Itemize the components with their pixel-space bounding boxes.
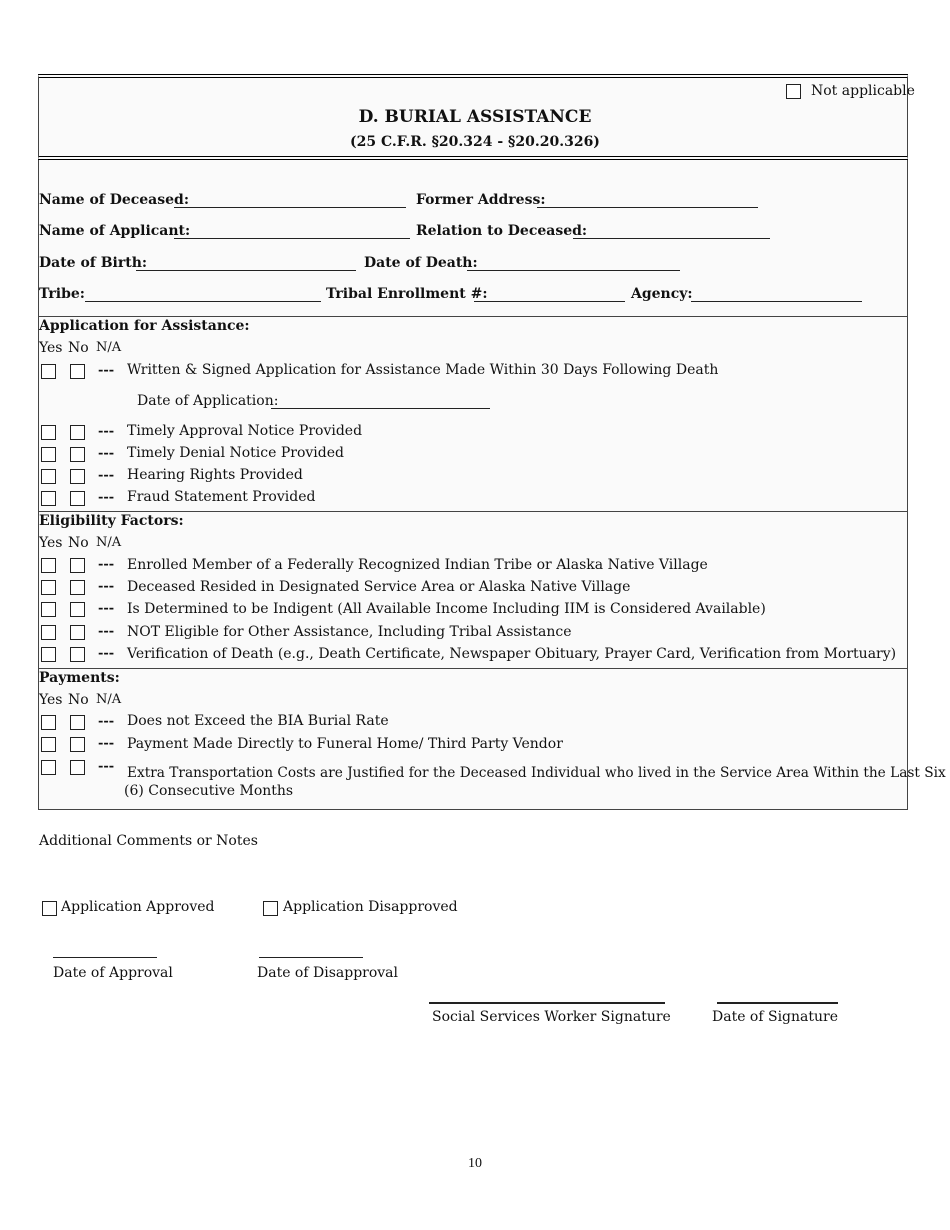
date-of-signature-label: Date of Signature bbox=[712, 1009, 839, 1025]
signature-label: Social Services Worker Signature bbox=[432, 1009, 671, 1025]
date-of-disapproval-field[interactable] bbox=[259, 957, 363, 958]
payments-item: Payment Made Directly to Funeral Home/ Third Party Vendor bbox=[127, 736, 563, 752]
eligibility-item: Enrolled Member of a Federally Recognized Indian Tribe or Alaska Native Village bbox=[127, 557, 708, 573]
name-of-deceased-field[interactable] bbox=[174, 207, 406, 208]
checkbox-yes[interactable] bbox=[41, 447, 56, 462]
application-disapproved-label: Application Disapproved bbox=[283, 899, 458, 915]
checkbox-no[interactable] bbox=[70, 558, 85, 573]
checkbox-yes[interactable] bbox=[41, 364, 56, 379]
col-no: No bbox=[68, 535, 89, 551]
former-address-label: Former Address: bbox=[416, 192, 546, 208]
col-no: No bbox=[68, 340, 89, 356]
checkbox-yes[interactable] bbox=[41, 602, 56, 617]
application-approved-checkbox[interactable] bbox=[42, 901, 57, 916]
checkbox-no[interactable] bbox=[70, 469, 85, 484]
tribe-field[interactable] bbox=[85, 301, 321, 302]
payments-item-extra-line2: (6) Consecutive Months bbox=[124, 783, 294, 799]
date-of-death-label: Date of Death: bbox=[364, 255, 478, 271]
checkbox-no[interactable] bbox=[70, 737, 85, 752]
checkbox-yes[interactable] bbox=[41, 558, 56, 573]
na-dash: --- bbox=[98, 624, 115, 639]
col-yes: Yes bbox=[39, 535, 63, 551]
checkbox-no[interactable] bbox=[70, 364, 85, 379]
agency-label: Agency: bbox=[631, 286, 693, 302]
not-applicable-label: Not applicable bbox=[811, 83, 915, 99]
na-dash: --- bbox=[98, 736, 115, 751]
checkbox-yes[interactable] bbox=[41, 580, 56, 595]
application-approved-label: Application Approved bbox=[61, 899, 215, 915]
na-dash: --- bbox=[98, 468, 115, 483]
tribal-enrollment-field[interactable] bbox=[474, 301, 625, 302]
application-item: Timely Denial Notice Provided bbox=[127, 445, 344, 461]
checkbox-yes[interactable] bbox=[41, 760, 56, 775]
date-of-birth-label: Date of Birth: bbox=[39, 255, 148, 271]
payments-item: Does not Exceed the BIA Burial Rate bbox=[127, 713, 389, 729]
name-of-deceased-label: Name of Deceased: bbox=[39, 192, 189, 208]
tribe-label: Tribe: bbox=[39, 286, 85, 302]
former-address-field[interactable] bbox=[537, 207, 758, 208]
name-of-applicant-field[interactable] bbox=[174, 238, 410, 239]
date-of-approval-label: Date of Approval bbox=[53, 965, 173, 981]
date-of-death-field[interactable] bbox=[467, 270, 680, 271]
page-subtitle: (25 C.F.R. §20.324 - §20.20.326) bbox=[350, 134, 600, 150]
date-of-birth-field[interactable] bbox=[136, 270, 356, 271]
checkbox-yes[interactable] bbox=[41, 737, 56, 752]
payments-item-extra-line1: Extra Transportation Costs are Justified for the Deceased Individual who lived in the Service Area Within the Last Six bbox=[127, 765, 946, 781]
na-dash: --- bbox=[98, 714, 115, 729]
checkbox-no[interactable] bbox=[70, 491, 85, 506]
eligibility-heading: Eligibility Factors: bbox=[39, 513, 184, 529]
na-dash: --- bbox=[98, 579, 115, 594]
na-dash: --- bbox=[98, 601, 115, 616]
page-title: D. BURIAL ASSISTANCE bbox=[358, 107, 592, 127]
not-applicable-checkbox[interactable] bbox=[786, 84, 801, 99]
checkbox-no[interactable] bbox=[70, 602, 85, 617]
na-dash: --- bbox=[98, 424, 115, 439]
checkbox-yes[interactable] bbox=[41, 715, 56, 730]
na-dash: --- bbox=[98, 557, 115, 572]
payments-heading: Payments: bbox=[39, 670, 120, 686]
col-na: N/A bbox=[96, 340, 122, 355]
eligibility-item: Verification of Death (e.g., Death Certificate, Newspaper Obituary, Prayer Card, Verification from Mortuary) bbox=[127, 646, 897, 662]
application-item: Hearing Rights Provided bbox=[127, 467, 303, 483]
name-of-applicant-label: Name of Applicant: bbox=[39, 223, 191, 239]
checkbox-no[interactable] bbox=[70, 715, 85, 730]
checkbox-yes[interactable] bbox=[41, 425, 56, 440]
date-of-approval-field[interactable] bbox=[53, 957, 157, 958]
checkbox-no[interactable] bbox=[70, 580, 85, 595]
na-dash: --- bbox=[98, 759, 115, 774]
checkbox-no[interactable] bbox=[70, 425, 85, 440]
col-na: N/A bbox=[96, 692, 122, 707]
na-dash: --- bbox=[98, 363, 115, 378]
tribal-enrollment-label: Tribal Enrollment #: bbox=[326, 286, 488, 302]
eligibility-item: Is Determined to be Indigent (All Available Income Including IIM is Considered Available) bbox=[127, 601, 766, 617]
checkbox-no[interactable] bbox=[70, 447, 85, 462]
checkbox-no[interactable] bbox=[70, 625, 85, 640]
checkbox-yes[interactable] bbox=[41, 469, 56, 484]
checkbox-no[interactable] bbox=[70, 760, 85, 775]
date-of-application-label: Date of Application: bbox=[137, 393, 279, 409]
col-na: N/A bbox=[96, 535, 122, 550]
application-item: Fraud Statement Provided bbox=[127, 489, 316, 505]
eligibility-item: NOT Eligible for Other Assistance, Including Tribal Assistance bbox=[127, 624, 572, 640]
col-yes: Yes bbox=[39, 340, 63, 356]
col-yes: Yes bbox=[39, 692, 63, 708]
col-no: No bbox=[68, 692, 89, 708]
eligibility-item: Deceased Resided in Designated Service Area or Alaska Native Village bbox=[127, 579, 631, 595]
application-disapproved-checkbox[interactable] bbox=[263, 901, 278, 916]
relation-to-deceased-label: Relation to Deceased: bbox=[416, 223, 588, 239]
checkbox-no[interactable] bbox=[70, 647, 85, 662]
application-item: Timely Approval Notice Provided bbox=[127, 423, 363, 439]
date-of-application-field[interactable] bbox=[271, 408, 490, 409]
checkbox-yes[interactable] bbox=[41, 491, 56, 506]
checkbox-yes[interactable] bbox=[41, 647, 56, 662]
comments-label: Additional Comments or Notes bbox=[39, 833, 258, 849]
na-dash: --- bbox=[98, 490, 115, 505]
relation-to-deceased-field[interactable] bbox=[573, 238, 770, 239]
date-of-signature-field[interactable] bbox=[717, 1002, 838, 1004]
application-heading: Application for Assistance: bbox=[39, 318, 250, 334]
signature-field[interactable] bbox=[429, 1002, 665, 1004]
page-number: 10 bbox=[468, 1156, 482, 1171]
na-dash: --- bbox=[98, 446, 115, 461]
application-item: Written & Signed Application for Assistance Made Within 30 Days Following Death bbox=[127, 362, 719, 378]
date-of-disapproval-label: Date of Disapproval bbox=[257, 965, 399, 981]
agency-field[interactable] bbox=[691, 301, 862, 302]
checkbox-yes[interactable] bbox=[41, 625, 56, 640]
na-dash: --- bbox=[98, 646, 115, 661]
